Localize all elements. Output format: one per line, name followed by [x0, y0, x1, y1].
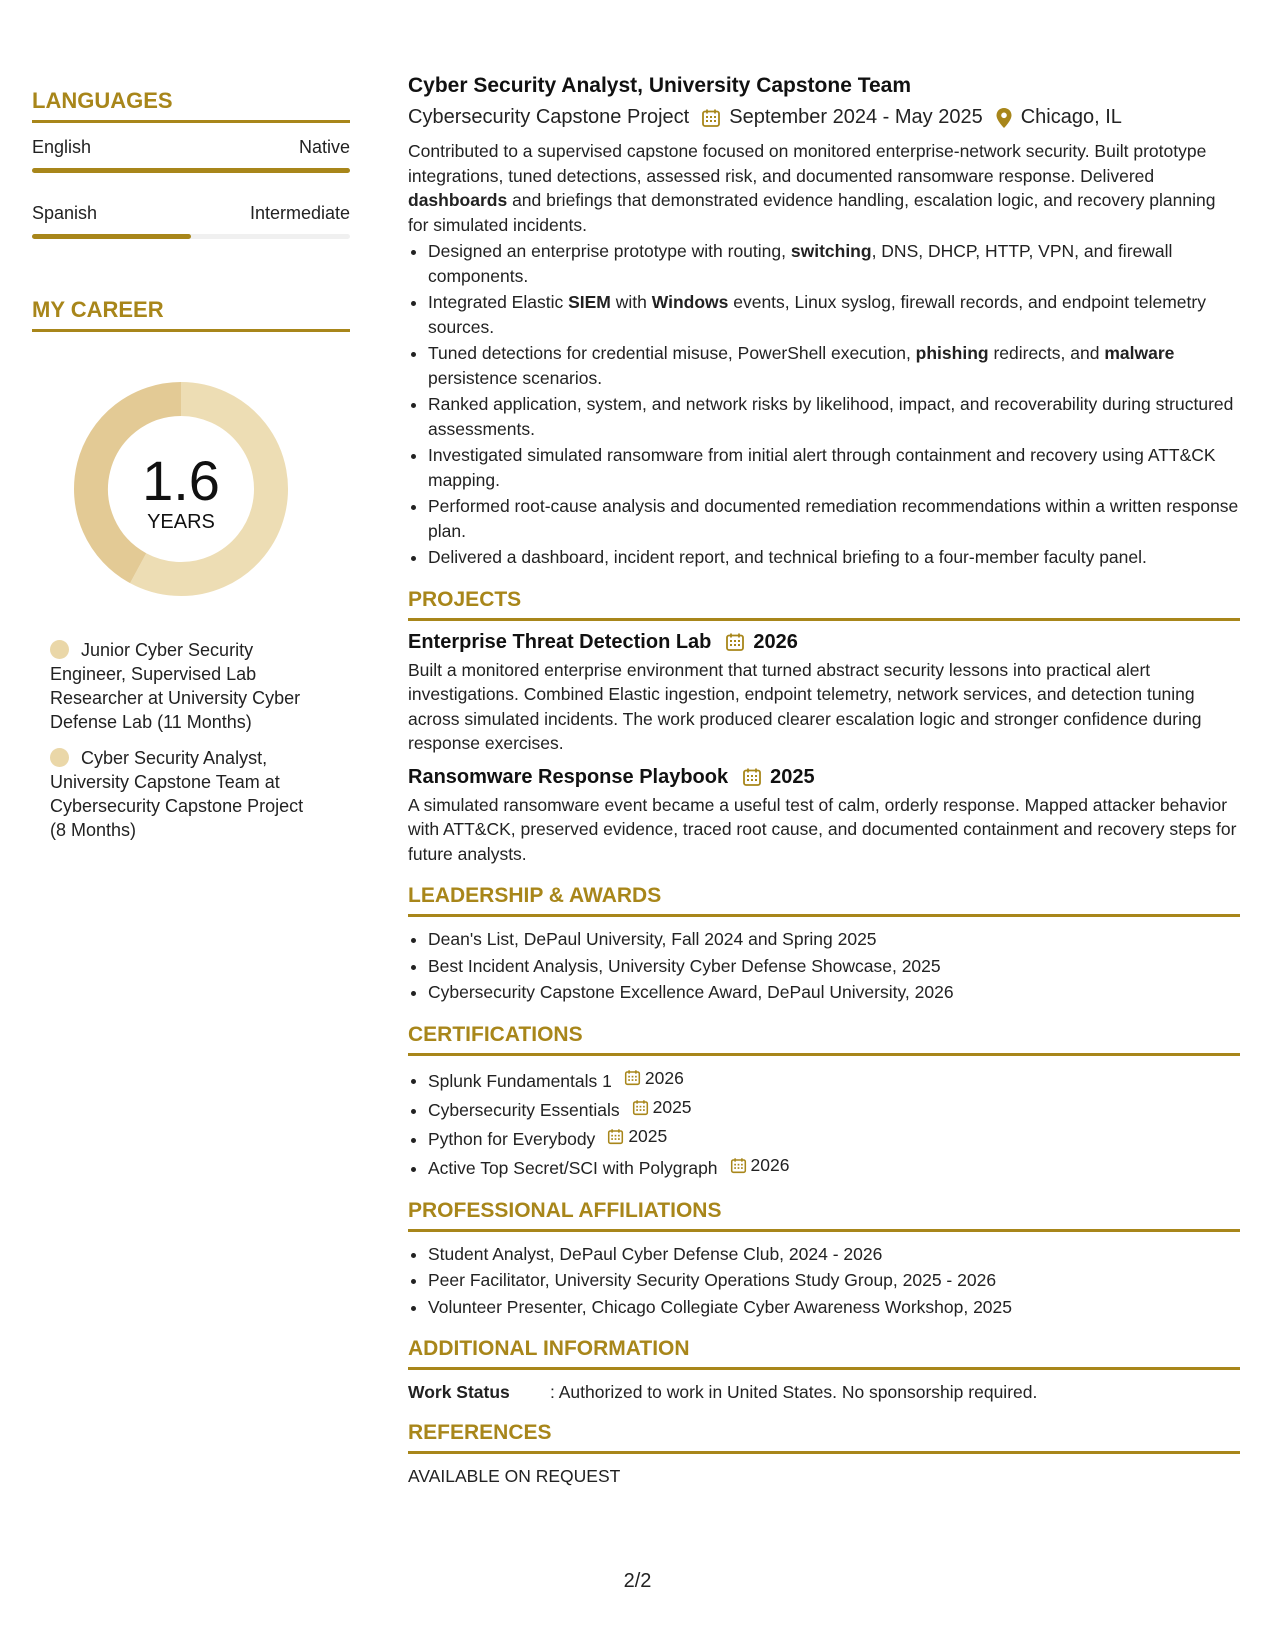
certification-date: [730, 1153, 790, 1178]
list-item: • Student Analyst, DePaul Cyber Defense Club, 2024 - 2026: [428, 1242, 1240, 1267]
certification-item: [428, 1153, 1240, 1180]
list-item: • Volunteer Presenter, Chicago Collegiate Cyber Awareness Workshop, 2025: [428, 1295, 1240, 1320]
section-divider: [408, 618, 1240, 621]
legend-dot: [50, 640, 69, 659]
project-year: 2025: [770, 765, 815, 788]
calendar-icon: [742, 767, 762, 787]
job-summary: [408, 139, 1240, 237]
job-bullets: [408, 239, 1240, 570]
work-status-label: Work Status: [408, 1382, 510, 1402]
calendar-icon: [607, 1128, 624, 1145]
text-run: Delivered a dashboard, incident report, and technical briefing to a four-member faculty panel.: [428, 547, 1147, 567]
job-dates: September 2024 - May 2025: [729, 106, 983, 128]
projects-section: [408, 588, 1240, 867]
project-year: 2026: [753, 630, 798, 653]
calendar-icon: [701, 108, 721, 128]
bullet-item: [428, 443, 1240, 492]
certification-year: 2026: [644, 1067, 684, 1088]
certification-date: [607, 1124, 667, 1149]
section-divider: [408, 1229, 1240, 1232]
certification-item: [428, 1066, 1240, 1093]
career-legend: [50, 638, 320, 842]
bullet-item: [428, 545, 1240, 570]
calendar-icon: [725, 632, 745, 652]
affiliations-list: [408, 1242, 1240, 1320]
bullet-item: [428, 392, 1240, 441]
leadership-list: [408, 927, 1240, 1005]
certification-year: 2025: [628, 1126, 668, 1146]
affiliations-section: [408, 1199, 1240, 1320]
legend-dot: [50, 748, 69, 767]
calendar-icon: [632, 1099, 649, 1116]
list-item: • Peer Facilitator, University Security Operations Study Group, 2025 - 2026: [428, 1268, 1240, 1293]
project-description: A simulated ransomware event became a useful test of calm, orderly response. Mapped attacker behavior with ATT&CK, preserved evidence, traced root cause, and documented containment and recovery steps for future analysts.: [408, 794, 1237, 864]
bullet-item: [428, 290, 1240, 339]
project-name: Enterprise Threat Detection Lab: [408, 630, 712, 653]
job-meta: [408, 106, 1240, 129]
language-level: Native: [298, 137, 350, 157]
leadership-section: [408, 884, 1240, 1005]
certification-item: [428, 1095, 1240, 1122]
language-name: Spanish: [32, 203, 98, 223]
certification-year: 2025: [652, 1096, 692, 1117]
certification-item: [428, 1124, 1240, 1151]
bold-text: malware: [1104, 343, 1175, 363]
career-years-unit: YEARS: [147, 511, 215, 533]
project-entry: [408, 766, 1240, 867]
experience-entry: [408, 74, 1240, 570]
work-status-value: : Authorized to work in United States. No sponsorship required.: [550, 1382, 1038, 1402]
projects-heading: PROJECTS: [408, 587, 522, 611]
certifications-list: [408, 1066, 1240, 1181]
language-proficiency-bar: [32, 234, 350, 239]
certification-name: Active Top Secret/SCI with Polygraph: [428, 1158, 718, 1178]
career-legend-label: Cyber Security Analyst, University Capstone Team at Cybersecurity Capstone Project (8 Months): [50, 748, 304, 840]
references-text: AVAILABLE ON REQUEST: [408, 1466, 621, 1486]
projects-list: [408, 631, 1240, 867]
text-run: Ranked application, system, and network risks by likelihood, impact, and recoverability during structured assessments.: [428, 394, 1234, 439]
text-run: Investigated simulated ransomware from initial alert through containment and recovery using ATT&CK mapping.: [428, 445, 1216, 490]
references-heading: REFERENCES: [408, 1421, 552, 1444]
project-entry: [408, 631, 1240, 756]
project-description: Built a monitored enterprise environment that turned abstract security lessons into practical alert investigations. Combined Elastic ingestion, endpoint telemetry, network services, and detection tuning across simulated incidents. The work produced clearer escalation logic and stronger confidence during response exercises.: [408, 659, 1202, 753]
career-section: [32, 297, 350, 842]
certification-name: Cybersecurity Essentials: [428, 1099, 620, 1120]
certification-name: Splunk Fundamentals 1: [428, 1070, 612, 1091]
bold-text: dashboards: [408, 190, 508, 210]
certifications-heading: CERTIFICATIONS: [408, 1022, 583, 1046]
job-location: Chicago, IL: [1020, 106, 1122, 128]
text-run: redirects, and: [988, 343, 1105, 363]
job-company: Cybersecurity Capstone Project: [408, 106, 690, 128]
section-divider: [32, 329, 350, 332]
text-run: Contributed to a supervised capstone focused on monitored enterprise-network security. Built prototype integrations, tuned detections, assessed risk, and documented ransomware response. Delivered: [408, 141, 1207, 186]
languages-section: [32, 88, 350, 239]
certification-year: 2026: [750, 1155, 790, 1176]
section-divider: [32, 120, 350, 123]
bullet-item: [428, 239, 1240, 288]
work-status-row: [408, 1382, 1240, 1403]
language-proficiency-bar: [32, 168, 350, 173]
list-item: • Dean's List, DePaul University, Fall 2024 and Spring 2025: [428, 927, 1240, 952]
career-years-value: 1.6: [142, 449, 220, 512]
bold-text: phishing: [915, 343, 989, 363]
section-divider: [408, 1451, 1240, 1454]
language-row: [32, 203, 350, 224]
references-section: [408, 1421, 1240, 1487]
career-heading: MY CAREER: [32, 297, 164, 322]
career-legend-label: Junior Cyber Security Engineer, Supervised Lab Researcher at University Cyber Defense Lab (11 Months): [50, 640, 301, 732]
bold-text: switching: [790, 241, 872, 261]
career-donut-chart: [66, 374, 296, 604]
project-header: [408, 766, 1240, 789]
certification-name: Python for Everybody: [428, 1128, 596, 1149]
certification-date: [624, 1066, 684, 1091]
additional-info-section: [408, 1337, 1240, 1403]
text-run: Tuned detections for credential misuse, PowerShell execution,: [428, 343, 916, 363]
text-run: with: [610, 292, 652, 312]
language-row: [32, 137, 350, 158]
text-run: persistence scenarios.: [428, 367, 603, 388]
section-divider: [408, 1053, 1240, 1056]
text-run: and briefings that demonstrated evidence handling, escalation logic, and recovery planning for simulated incidents.: [408, 190, 1216, 235]
left-column: [32, 88, 350, 854]
text-run: , DNS, DHCP, HTTP, VPN, and firewall components.: [428, 241, 1173, 286]
text-run: Integrated Elastic: [428, 292, 569, 312]
career-legend-item: [50, 638, 320, 734]
language-name: English: [32, 137, 92, 157]
language-proficiency-fill: [32, 168, 350, 173]
section-divider: [408, 914, 1240, 917]
text-run: Performed root-cause analysis and documented remediation recommendations within a written response plan.: [428, 496, 1239, 541]
languages-heading: LANGUAGES: [32, 88, 173, 113]
job-title: Cyber Security Analyst, University Capstone Team: [408, 74, 912, 97]
certifications-section: [408, 1023, 1240, 1181]
language-level: Intermediate: [249, 203, 350, 223]
project-header: [408, 631, 1240, 654]
calendar-icon: [624, 1069, 641, 1086]
certification-date: [632, 1095, 692, 1120]
text-run: Designed an enterprise prototype with routing,: [428, 241, 791, 261]
additional-info-heading: ADDITIONAL INFORMATION: [408, 1337, 690, 1360]
text-run: events, Linux syslog, firewall records, and endpoint telemetry sources.: [428, 292, 1206, 337]
bullet-item: [428, 494, 1240, 543]
bold-text: SIEM: [568, 292, 611, 312]
section-divider: [408, 1367, 1240, 1370]
language-proficiency-fill: [32, 234, 191, 239]
bullet-item: [428, 341, 1240, 390]
bold-text: Windows: [651, 292, 729, 312]
list-item: • Best Incident Analysis, University Cyber Defense Showcase, 2025: [428, 954, 1240, 979]
list-item: • Cybersecurity Capstone Excellence Award, DePaul University, 2026: [428, 980, 1240, 1005]
leadership-heading: LEADERSHIP & AWARDS: [408, 884, 662, 907]
affiliations-heading: PROFESSIONAL AFFILIATIONS: [408, 1198, 722, 1222]
project-name: Ransomware Response Playbook: [408, 765, 729, 788]
right-column: [408, 74, 1240, 1487]
languages-list: [32, 137, 350, 239]
map-pin-icon: [995, 107, 1013, 129]
page-number: 2/2: [623, 1570, 652, 1592]
career-legend-item: [50, 746, 320, 842]
calendar-icon: [730, 1157, 747, 1174]
